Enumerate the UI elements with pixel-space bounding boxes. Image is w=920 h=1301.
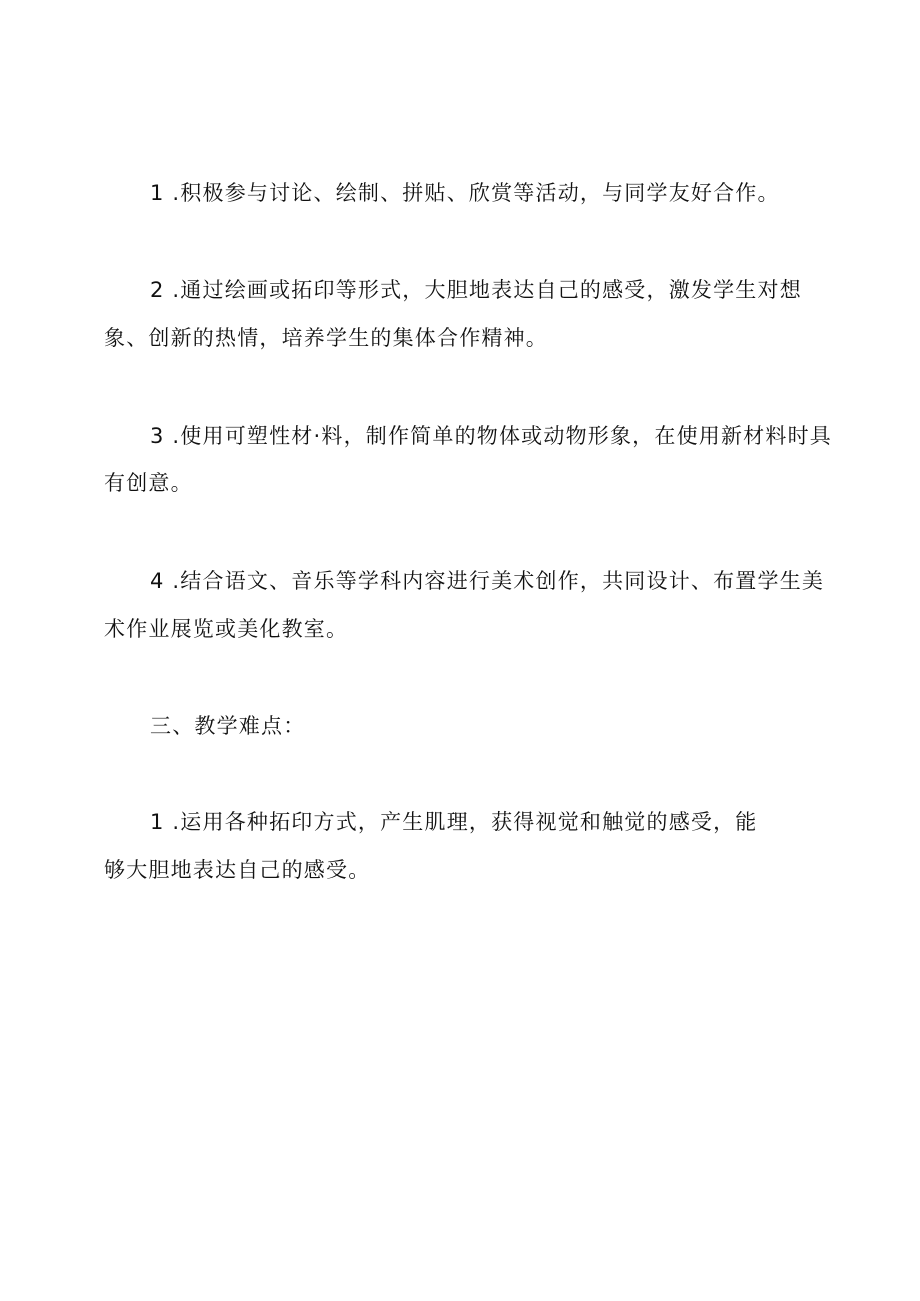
difficulty-item-1-line-1: 1 .运用各种拓印方式，产生肌理，获得视觉和触觉的感受，能	[150, 810, 758, 834]
difficulties-heading: 三、教学难点：	[150, 714, 306, 738]
objective-item-4-line-1: 4 .结合语文、音乐等学科内容进行美术创作，共同设计、布置学生美	[150, 569, 825, 593]
objective-item-3-line-2: 有创意。	[104, 471, 193, 495]
difficulty-item-1-line-2: 够大胆地表达自己的感受。	[104, 858, 371, 882]
objective-item-1: 1 .积极参与讨论、绘制、拼贴、欣赏等活动，与同学友好合作。	[150, 181, 780, 205]
objective-item-2-line-1: 2 .通过绘画或拓印等形式，大胆地表达自己的感受，激发学生对想	[150, 278, 802, 302]
objective-item-4-line-2: 术作业展览或美化教室。	[104, 617, 349, 641]
objective-item-3-line-1: 3 .使用可塑性材·料，制作简单的物体或动物形象，在使用新材料时具	[150, 424, 832, 448]
objective-item-2-line-2: 象、创新的热情，培养学生的集体合作精神。	[104, 326, 548, 350]
